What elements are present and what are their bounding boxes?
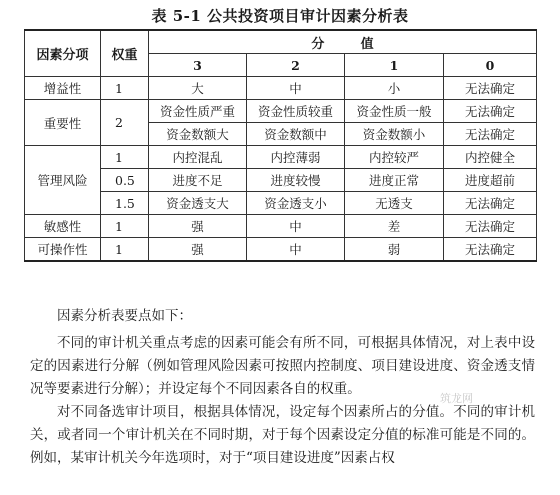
value-cell: 资金透支小	[247, 192, 345, 215]
header-factor: 因素分项	[25, 30, 101, 77]
factor-cell: 管理风险	[25, 146, 101, 215]
notes-lead: 因素分析表要点如下：	[57, 308, 192, 324]
value-cell: 进度正常	[345, 169, 444, 192]
header-weight: 权重	[101, 30, 149, 77]
value-cell: 中	[247, 238, 345, 262]
value-cell: 无法确定	[444, 192, 537, 215]
value-cell: 中	[247, 215, 345, 238]
value-cell: 强	[149, 215, 247, 238]
factor-analysis-table	[24, 29, 537, 262]
value-cell: 无法确定	[444, 77, 537, 100]
score-level-2: 2	[247, 54, 345, 77]
notes-section	[30, 305, 535, 470]
value-cell: 差	[345, 215, 444, 238]
table-row	[25, 215, 537, 238]
value-cell: 进度较慢	[247, 169, 345, 192]
table-row	[25, 146, 537, 169]
value-cell: 大	[149, 77, 247, 100]
score-level-0: 0	[444, 54, 537, 77]
notes-paragraph: 不同的审计机关重点考虑的因素可能会有所不同，可根据具体情况，对上表中设定的因素进行分解（例如管理风险因素可按照内控制度、项目建设进度、资金透支情况等要素进行分解）；并设定每个不同因素各自的权重。	[30, 335, 535, 397]
value-cell: 资金数额小	[345, 123, 444, 146]
weight-cell: 1	[101, 215, 149, 238]
value-cell: 内控薄弱	[247, 146, 345, 169]
value-cell: 进度超前	[444, 169, 537, 192]
table-title: 表 5-1 公共投资项目审计因素分析表	[151, 7, 409, 25]
value-cell: 资金透支大	[149, 192, 247, 215]
table-row	[25, 238, 537, 262]
notes-paragraph: 对不同备选审计项目，根据具体情况，设定每个因素所占的分值。不同的审计机关，或者同一个审计机关在不同时期，对于每个因素设定分值的标准可能是不同的。例如，某审计机关今年选项时，对于“项目建设进度”因素占权	[30, 404, 535, 466]
weight-cell: 1	[101, 238, 149, 262]
value-cell: 无法确定	[444, 215, 537, 238]
value-cell: 强	[149, 238, 247, 262]
weight-cell: 2	[101, 100, 149, 146]
score-level-3: 3	[149, 54, 247, 77]
table-row	[25, 192, 537, 215]
weight-cell: 1	[101, 77, 149, 100]
value-cell: 资金性质严重	[149, 100, 247, 123]
value-cell: 无法确定	[444, 123, 537, 146]
table-row	[25, 77, 537, 100]
value-cell: 中	[247, 77, 345, 100]
factor-cell: 可操作性	[25, 238, 101, 262]
score-level-1: 1	[345, 54, 444, 77]
value-cell: 无透支	[345, 192, 444, 215]
value-cell: 资金性质较重	[247, 100, 345, 123]
value-cell: 进度不足	[149, 169, 247, 192]
value-cell: 资金数额中	[247, 123, 345, 146]
weight-cell: 1.5	[101, 192, 149, 215]
factor-cell: 敏感性	[25, 215, 101, 238]
value-cell: 资金性质一般	[345, 100, 444, 123]
value-cell: 小	[345, 77, 444, 100]
header-row	[25, 30, 537, 54]
factor-cell: 重要性	[25, 100, 101, 146]
value-cell: 无法确定	[444, 238, 537, 262]
header-score: 分 值	[149, 30, 537, 54]
factor-cell: 增益性	[25, 77, 101, 100]
table-row	[25, 100, 537, 123]
value-cell: 内控较严	[345, 146, 444, 169]
table-row	[25, 169, 537, 192]
value-cell: 内控健全	[444, 146, 537, 169]
value-cell: 无法确定	[444, 100, 537, 123]
watermark: 筑龙网	[440, 392, 473, 405]
weight-cell: 0.5	[101, 169, 149, 192]
value-cell: 弱	[345, 238, 444, 262]
value-cell: 内控混乱	[149, 146, 247, 169]
weight-cell: 1	[101, 146, 149, 169]
value-cell: 资金数额大	[149, 123, 247, 146]
